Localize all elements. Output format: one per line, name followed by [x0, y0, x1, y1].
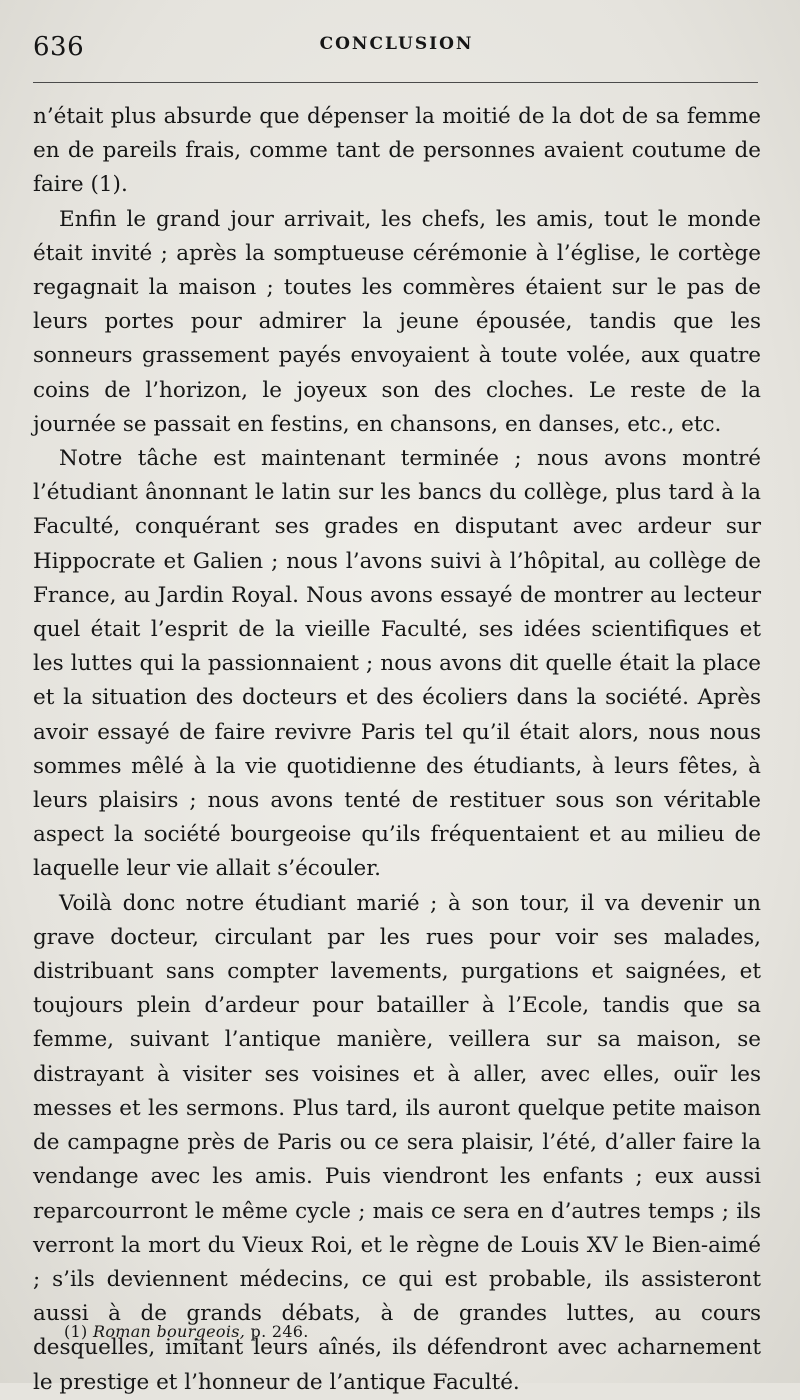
page-header: [33, 26, 760, 70]
header-rule: [33, 82, 758, 83]
footnote-reference: p. 246.: [250, 1322, 309, 1341]
paragraph: Voilà donc notre étudiant marié ; à son tour, il va devenir un grave docteur, circulant par les rues pour voir ses malades, distribuant sans compter lavements, purgations et saignées, et toujours plein d’ardeur pour batailler à l’Ecole, tandis que sa femme, suivant l’antique manière, veillera sur sa maison, se distrayant à visiter ses voisines et à aller, avec elles, ouïr les messes et les sermons. Plus tard, ils auront quelque petite maison de campagne près de Paris ou ce sera plaisir, l’été, d’aller faire la vendange avec les amis. Puis viendront les enfants ; eux aussi reparcourront le même cycle ; mais ce sera en d’autres temps ; ils verront la mort du Vieux Roi, et le règne de Louis XV le Bien-aimé ; s’ils deviennent médecins, ce qui est probable, ils assisteront aussi à de grands débats, à de grandes luttes, au cours desquelles, imitant leurs aînés, ils défendront avec acharnement le prestige et l’honneur de l’antique Faculté.: [33, 890, 761, 1395]
footnote-title: Roman bourgeois,: [92, 1322, 246, 1341]
body-text: [33, 100, 761, 1400]
paragraph: Enfin le grand jour arrivait, les chefs, les amis, tout le monde était invité ; après la somptueuse cérémonie à l’église, le cortège regagnait la maison ; toutes les commères étaient sur le pas de leurs portes pour admirer la jeune épousée, tandis que les sonneurs grassement payés envoyaient à toute volée, aux quatre coins de l’horizon, le joyeux son des cloches. Le reste de la journée se passait en festins, en chansons, en danses, etc., etc.: [33, 206, 761, 437]
page-number: 636: [33, 32, 85, 62]
footnote-marker: (1): [64, 1322, 88, 1341]
footnote: [64, 1322, 309, 1341]
paragraph: Notre tâche est maintenant terminée ; nous avons montré l’étudiant ânonnant le latin sur les bancs du collège, plus tard à la Faculté, conquérant ses grades en disputant avec ardeur sur Hippocrate et Galien ; nous l’avons suivi à l’hôpital, au collège de France, au Jardin Royal. Nous avons essayé de montrer au lecteur quel était l’esprit de la vieille Faculté, ses idées scientifiques et les luttes qui la passionnaient ; nous avons dit quelle était la place et la situation des docteurs et des écoliers dans la société. Après avoir essayé de faire revivre Paris tel qu’il était alors, nous nous sommes mêlé à la vie quotidienne des étudiants, à leurs fêtes, à leurs plaisirs ; nous avons tenté de restituer sous son véritable aspect la société bourgeoise qu’ils fréquentaient et au milieu de laquelle leur vie allait s’écouler.: [33, 446, 761, 882]
running-head: CONCLUSION: [319, 34, 474, 54]
paragraph-continuation: n’était plus absurde que dépenser la moitié de la dot de sa femme en de pareils frais, comme tant de personnes avaient coutume de faire (1).: [33, 104, 761, 198]
